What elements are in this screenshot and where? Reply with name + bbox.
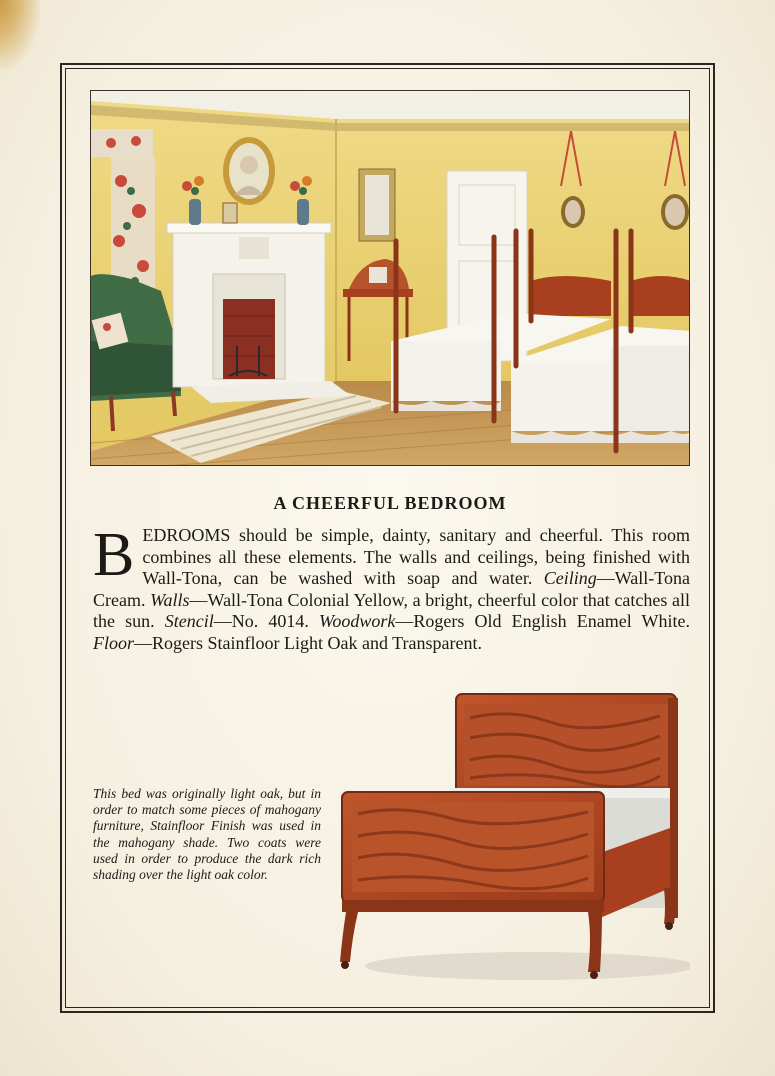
paper-stain	[0, 0, 40, 70]
bedroom-illustration	[90, 90, 690, 466]
text-segment: —Rogers Stainfloor Light Oak and Transparent.	[134, 632, 482, 653]
mahogany-bed-illustration	[330, 688, 690, 983]
bed-caption: This bed was originally light oak, but in order to match some pieces of mahogany furniture, Stainfloor Finish was used in the mahogany shade. Two coats were used in order to produce the dark rich shading over the light oak color.	[93, 786, 321, 883]
label-floor: Floor	[93, 632, 135, 653]
drop-cap: B	[93, 521, 135, 589]
text-segment: —Rogers Old English Enamel White.	[395, 611, 691, 631]
label-ceiling: Ceiling	[543, 568, 597, 588]
text-segment: —Wall-Tona Cream.	[93, 568, 690, 610]
text-segment: —No. 4014.	[213, 611, 320, 631]
text-segment: EDROOMS should be simple, dainty, sanitary and cheerful. This room combines all these elements. The walls and ceilings, being finished with Wall-Tona, can be washed with soap and water.	[142, 525, 690, 588]
page-heading: A CHEERFUL BEDROOM	[273, 493, 507, 513]
label-stencil: Stencil	[164, 611, 214, 631]
body-paragraph	[93, 521, 691, 654]
label-walls: Walls	[150, 589, 190, 610]
label-woodwork: Woodwork	[319, 611, 396, 631]
text-segment: —Wall-Tona Colonial Yellow, a bright, cheerful color that catches all the sun.	[93, 589, 691, 631]
